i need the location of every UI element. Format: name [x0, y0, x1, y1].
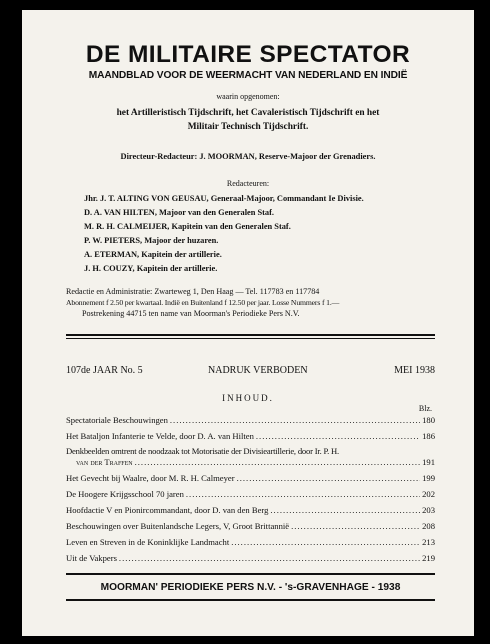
editors-heading: Redacteuren:	[226, 179, 270, 188]
editor-item: A. ETERMAN, Kapitein der artillerie.	[84, 250, 222, 259]
toc-heading: INHOUD.	[222, 393, 274, 403]
editor-item: P. W. PIETERS, Majoor der huzaren.	[84, 236, 219, 245]
footer-rule-top	[66, 573, 435, 575]
toc-entry: Het Gevecht bij Waalre, door M. R. H. Calmeyer ..... 199	[66, 473, 435, 483]
admin-line-2: Abonnement f 2.50 per kwartaal. Indië en Buitenland f 12.50 per jaar. Losse Nummers f 1.—	[66, 298, 340, 307]
toc-entry: Uit de Vakpers ..... 219	[66, 553, 435, 563]
journals-line-2: Militair Technisch Tijdschrift.	[187, 122, 309, 132]
incorporating-label: waarin opgenomen:	[216, 92, 280, 101]
editor-item: Jhr. J. T. ALTING VON GEUSAU, Generaal-Majoor, Commandant Ie Divisie.	[84, 194, 364, 203]
toc-entry: Leven en Streven in de Koninklijke Landmacht ..... 213	[66, 537, 435, 547]
toc-entry: Hoofdactie V en Pionircommandant, door D. van den Berg ..... 203	[66, 505, 435, 515]
editor-item: J. H. COUZY, Kapitein der artillerie.	[84, 264, 218, 273]
toc-entry: Beschouwingen over Buitenlandsche Legers, V, Groot Brittannië ..... 208	[66, 521, 435, 531]
journal-title: DE MILITAIRE SPECTATOR	[85, 41, 411, 68]
divider-double-top	[66, 334, 435, 336]
publisher-line: MOORMAN' PERIODIEKE PERS N.V. - 's-GRAVENHAGE - 1938	[100, 582, 401, 593]
reprint-notice: NADRUK VERBODEN	[208, 365, 308, 376]
journal-subtitle: MAANDBLAD VOOR DE WEERMACHT VAN NEDERLAND EN INDIË	[88, 70, 408, 81]
editor-item: M. R. H. CALMEIJER, Kapitein van den Generalen Staf.	[84, 222, 291, 231]
toc-entry: van der Traffen ..... 191	[66, 457, 435, 467]
director-line: Directeur-Redacteur: J. MOORMAN, Reserve-Majoor der Grenadiers.	[120, 152, 376, 161]
footer-rule-bottom	[66, 599, 435, 601]
issue-volume: 107de JAAR No. 5	[66, 365, 143, 376]
admin-line-1: Redactie en Administratie: Zwarteweg 1, Den Haag — Tel. 117783 en 117784	[66, 287, 320, 296]
issue-date: MEI 1938	[394, 365, 435, 376]
divider-double-bottom	[66, 338, 435, 339]
editor-item: D. A. VAN HILTEN, Majoor van den Generalen Staf.	[84, 208, 275, 217]
toc-entry: De Hoogere Krijgsschool 70 jaren ..... 202	[66, 489, 435, 499]
toc-page-column-label: Blz.	[418, 404, 432, 413]
toc-entry-multiline: Denkbeelden omtrent de noodzaak tot Motorisatie der Divisieartillerie, door Ir. P. H.	[66, 446, 339, 456]
toc-entry: Spectatoriale Beschouwingen ..... 180	[66, 415, 435, 425]
journal-page	[22, 10, 474, 636]
toc-entry: Het Bataljon Infanterie te Velde, door D. A. van Hilten ..... 186	[66, 431, 435, 441]
journals-line-1: het Artilleristisch Tijdschrift, het Cavaleristisch Tijdschrift en het	[116, 108, 380, 118]
admin-line-3: Postrekening 44715 ten name van Moorman's Periodieke Pers N.V.	[82, 309, 300, 318]
